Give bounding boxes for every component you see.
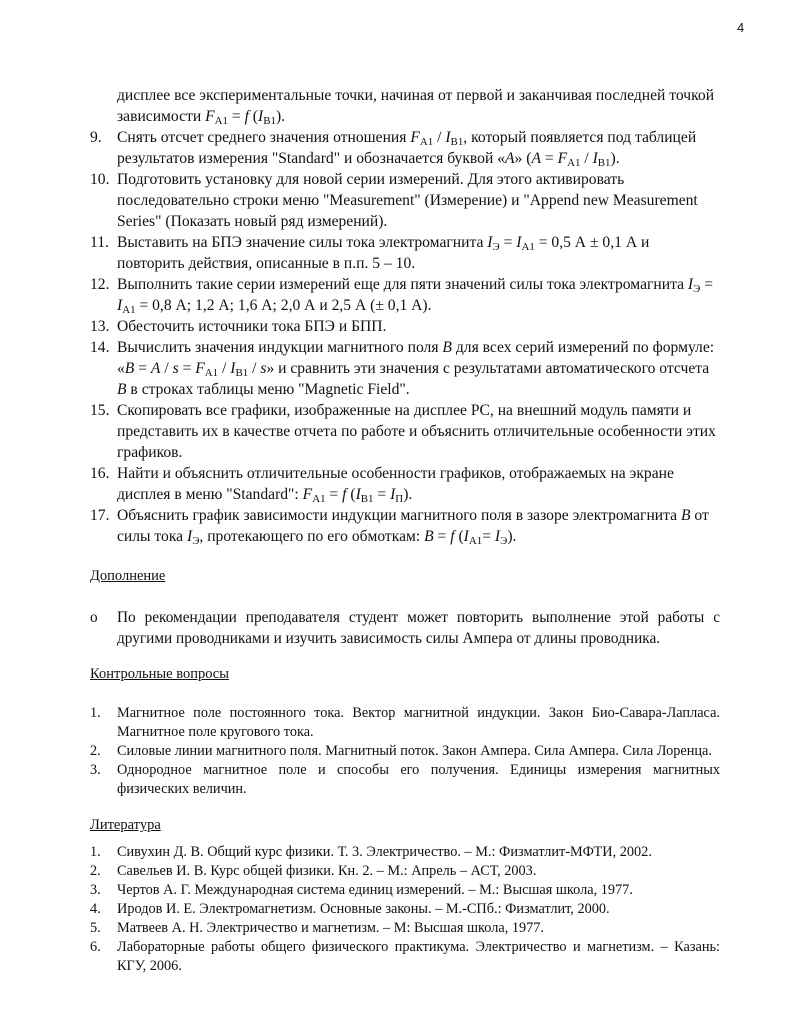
list-item	[90, 843, 720, 862]
text-run: Савельев И. В. Курс общей физики. Кн. 2. – М.: Апрель – АСТ, 2003.	[117, 863, 537, 879]
italic-symbol: I	[494, 528, 501, 545]
subscript: B1	[263, 115, 276, 127]
text-run: Скопировать все графики, изображенные на дисплее PC, на внешний модуль памяти и представить их в качестве отчета по работе и объяснить отличительные особенности этих графиков.	[117, 402, 716, 461]
italic-symbol: F	[557, 150, 568, 167]
text-run: , протекающего по его обмоткам:	[199, 528, 425, 545]
text-run: /	[580, 150, 593, 167]
text-run: Выполнить такие серии измерений еще для пяти значений силы тока электромагнита	[117, 276, 688, 293]
text-run: , который появляется под таблицей результатов измерения "Standard" и обозначается буквой «	[117, 129, 697, 167]
item-number: o	[90, 609, 98, 626]
list-item	[90, 400, 720, 463]
item-number: 16.	[90, 465, 110, 482]
section-heading: Дополнение	[90, 568, 166, 584]
list-item	[90, 742, 720, 761]
subscript: A1	[419, 136, 434, 148]
text-run: Подготовить установку для новой серии измерений. Для этого активировать последовательно строки меню "Measurement" (Измерение) и "Append new Measurement Series" (Показать новый ряд измерений).	[117, 171, 698, 230]
subscript: B1	[597, 157, 611, 169]
text-run: ).	[610, 150, 620, 167]
italic-symbol: I	[445, 129, 451, 146]
text-run: » и сравнить эти значения с результатами автоматического отсчета	[266, 360, 710, 377]
list-continuation	[90, 85, 720, 127]
italic-symbol: I	[117, 297, 123, 314]
text-run: (	[346, 486, 356, 503]
item-number: 9.	[90, 129, 102, 146]
item-number: 4.	[90, 901, 101, 917]
list-item	[90, 862, 720, 881]
italic-symbol: s	[260, 360, 267, 377]
item-number: 3.	[90, 882, 101, 898]
text-run: дисплее все экспериментальные точки, начиная от первой и заканчивая последней точкой зависимости	[117, 87, 715, 125]
subscript: П	[395, 493, 404, 505]
italic-symbol: B	[424, 528, 434, 545]
text-run: Объяснить график зависимости индукции магнитного поля в зазоре электромагнита	[117, 507, 681, 524]
italic-symbol: f	[342, 486, 347, 503]
text-run: =	[227, 108, 245, 125]
text-run: (	[454, 528, 464, 545]
italic-symbol: I	[187, 528, 193, 545]
subscript: A1	[521, 241, 535, 253]
page-number: 4	[737, 20, 745, 35]
subscript: B1	[450, 136, 464, 148]
supplement-section	[90, 567, 720, 649]
text-run: =	[373, 486, 391, 503]
section-heading: Литература	[90, 817, 161, 833]
text-run: Чертов А. Г. Международная система единиц измерений. – М.: Высшая школа, 1977.	[117, 882, 633, 898]
text-run: =	[178, 360, 196, 377]
literature-section	[90, 816, 720, 976]
italic-symbol: B	[124, 360, 135, 377]
item-number: 2.	[90, 743, 101, 759]
subscript: Э	[500, 535, 508, 547]
item-number: 13.	[90, 318, 110, 335]
text-run: для всех серий измерений по формуле: «	[117, 339, 715, 377]
procedure-list	[90, 85, 720, 547]
italic-symbol: I	[592, 150, 598, 167]
list-item	[90, 127, 720, 169]
italic-symbol: A	[531, 150, 541, 167]
italic-symbol: B	[442, 339, 452, 356]
list-item	[90, 337, 720, 400]
text-run: =	[482, 528, 495, 545]
text-run: = 0,5 А ± 0,1 А и повторить действия, описанные в п.п. 5 – 10.	[117, 234, 650, 272]
text-run: Магнитное поле постоянного тока. Вектор магнитной индукции. Закон Био-Савара-Лапласа. Магнитное поле кругового тока.	[117, 705, 720, 740]
italic-symbol: F	[195, 360, 205, 377]
text-run: Иродов И. Е. Электромагнетизм. Основные законы. – М.-СПб.: Физматлит, 2000.	[117, 901, 610, 917]
item-number: 1.	[90, 844, 101, 860]
text-run: =	[499, 234, 517, 251]
literature-items	[90, 843, 720, 976]
text-run: ).	[275, 108, 286, 125]
list-item	[90, 463, 720, 505]
item-number: 10.	[90, 171, 110, 188]
subscript: A1	[567, 157, 581, 169]
item-number: 2.	[90, 863, 101, 879]
text-run: ).	[507, 528, 517, 545]
text-run: =	[700, 276, 714, 293]
italic-symbol: B	[117, 381, 127, 398]
italic-symbol: B	[680, 507, 691, 524]
page-body	[90, 0, 720, 1006]
subscript: A1	[468, 535, 483, 547]
text-run: =	[325, 486, 343, 503]
item-number: 5.	[90, 920, 101, 936]
subscript: B1	[235, 367, 249, 379]
list-item	[90, 505, 720, 547]
text-run: » (	[514, 150, 532, 167]
subscript: A1	[122, 304, 136, 316]
subscript: A1	[312, 493, 326, 505]
italic-symbol: I	[230, 360, 236, 377]
list-item	[90, 919, 720, 938]
item-number: 12.	[90, 276, 110, 293]
subscript: A1	[214, 115, 228, 127]
list-item	[90, 938, 720, 976]
list-item	[90, 274, 720, 316]
text-run: /	[433, 129, 446, 146]
section-heading: Контрольные вопросы	[90, 666, 229, 682]
subscript: Э	[192, 535, 200, 547]
item-number: 3.	[90, 762, 101, 778]
text-run: (	[248, 108, 258, 125]
text-run: =	[433, 528, 451, 545]
procedure-items	[90, 127, 720, 547]
text-run: Силовые линии магнитного поля. Магнитный поток. Закон Ампера. Сила Ампера. Сила Лоренца.	[117, 743, 712, 759]
list-item	[90, 316, 720, 337]
item-number: 1.	[90, 705, 101, 721]
item-number: 6.	[90, 939, 101, 955]
text-run: Вычислить значения индукции магнитного поля	[117, 339, 443, 356]
italic-symbol: f	[450, 528, 455, 545]
italic-symbol: I	[258, 108, 264, 125]
text-run: =	[134, 360, 151, 377]
text-run: Выставить на БПЭ значение силы тока электромагнита	[117, 234, 488, 251]
italic-symbol: s	[172, 360, 179, 377]
list-item	[90, 761, 720, 799]
list-item	[90, 704, 720, 742]
question-items	[90, 704, 720, 799]
list-item	[90, 881, 720, 900]
italic-symbol: F	[410, 129, 420, 146]
text-run: ).	[403, 486, 413, 503]
text-run: Обесточить источники тока БПЭ и БПП.	[117, 318, 387, 335]
text-run: от силы тока	[117, 507, 709, 545]
list-item	[90, 232, 720, 274]
text-run: /	[248, 360, 261, 377]
text-run: /	[160, 360, 173, 377]
italic-symbol: I	[390, 486, 396, 503]
italic-symbol: A	[505, 150, 515, 167]
italic-symbol: A	[150, 360, 161, 377]
text-run: =	[540, 150, 558, 167]
supplement-items	[90, 607, 720, 649]
text-run: Однородное магнитное поле и способы его получения. Единицы измерения магнитных физических величин.	[117, 762, 720, 797]
item-number: 15.	[90, 402, 110, 419]
list-item	[90, 607, 720, 649]
italic-symbol: I	[516, 234, 522, 251]
text-run: в строках таблицы меню "Magnetic Field".	[126, 381, 410, 398]
italic-symbol: F	[302, 486, 313, 503]
subscript: B1	[360, 493, 374, 505]
text-run: Снять отсчет среднего значения отношения	[117, 129, 411, 146]
list-item	[90, 900, 720, 919]
subscript: A1	[204, 367, 219, 379]
italic-symbol: I	[355, 486, 361, 503]
italic-symbol: I	[487, 234, 493, 251]
subscript: Э	[492, 241, 500, 253]
text-run: /	[218, 360, 231, 377]
text-run: Найти и объяснить отличительные особенности графиков, отображаемых на экране дисплея в меню "Standard":	[117, 465, 674, 503]
subscript: Э	[693, 283, 701, 295]
list-item	[90, 169, 720, 232]
item-number: 11.	[90, 234, 109, 251]
italic-symbol: I	[687, 276, 694, 293]
item-number: 17.	[90, 507, 110, 524]
text-run: Сивухин Д. В. Общий курс физики. Т. 3. Электричество. – М.: Физматлит-МФТИ, 2002.	[117, 844, 652, 860]
text-run: По рекомендации преподавателя студент может повторить выполнение этой работы с другими проводниками и изучить зависимость силы Ампера от длины проводника.	[117, 609, 720, 647]
italic-symbol: F	[205, 108, 215, 125]
text-run: = 0,8 А; 1,2 А; 1,6 А; 2,0 А и 2,5 А (± 0,1 А).	[135, 297, 432, 314]
questions-section	[90, 665, 720, 799]
italic-symbol: I	[463, 528, 469, 545]
item-number: 14.	[90, 339, 110, 356]
text-run: Матвеев А. Н. Электричество и магнетизм. – М: Высшая школа, 1977.	[117, 920, 545, 936]
italic-symbol: f	[244, 108, 249, 125]
text-run: Лабораторные работы общего физического практикума. Электричество и магнетизм. – Казань: КГУ, 2006.	[117, 939, 720, 974]
